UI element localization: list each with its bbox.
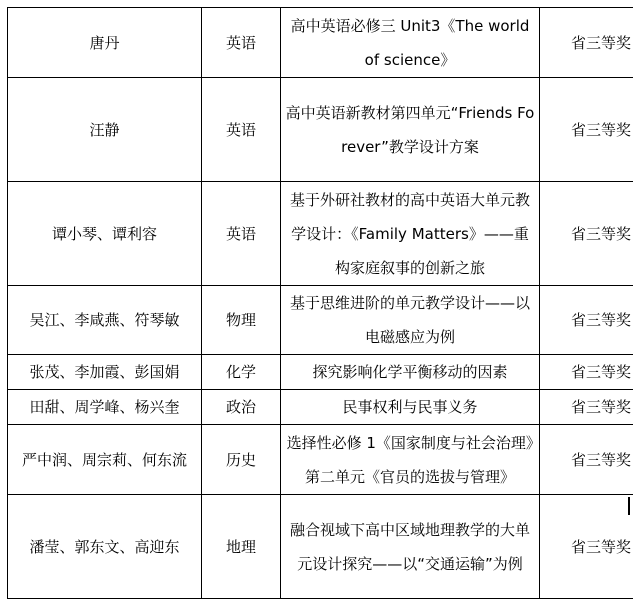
title-cell: 基于外研社教材的高中英语大单元教学设计：《Family Matters》——重构家庭叙事的创新之旅: [281, 182, 540, 286]
authors-cell: 田甜、周学峰、杨兴奎: [8, 390, 202, 425]
authors-cell: 谭小琴、谭利容: [8, 182, 202, 286]
subject-cell: 化学: [202, 355, 281, 390]
title-cell: 选择性必修 1《国家制度与社会治理》第二单元《官员的选拔与管理》: [281, 425, 540, 495]
title-cell: 融合视域下高中区域地理教学的大单元设计探究——以“交通运输”为例: [281, 495, 540, 599]
subject-cell: 历史: [202, 425, 281, 495]
title-cell: 高中英语必修三 Unit3《The world of science》: [281, 8, 540, 78]
authors-cell: 张茂、李加霞、彭国娟: [8, 355, 202, 390]
table-row: [8, 286, 633, 355]
award-cell: 省三等奖: [540, 8, 633, 78]
table-row: [8, 78, 633, 182]
authors-cell: 汪静: [8, 78, 202, 182]
award-cell: 省三等奖: [540, 182, 633, 286]
award-cell: 省三等奖: [540, 286, 633, 355]
authors-cell: 严中润、周宗莉、何东流: [8, 425, 202, 495]
title-cell: 民事权利与民事义务: [281, 390, 540, 425]
awards-table: [7, 7, 633, 599]
subject-cell: 物理: [202, 286, 281, 355]
subject-cell: 地理: [202, 495, 281, 599]
title-cell: 探究影响化学平衡移动的因素: [281, 355, 540, 390]
table-row: [8, 495, 633, 599]
subject-cell: 英语: [202, 182, 281, 286]
table-row: [8, 425, 633, 495]
table-row: [8, 355, 633, 390]
subject-cell: 英语: [202, 8, 281, 78]
subject-cell: 英语: [202, 78, 281, 182]
award-cell: 省三等奖: [540, 390, 633, 425]
award-cell: 省三等奖: [540, 78, 633, 182]
title-cell: 高中英语新教材第四单元“Friends Forever”教学设计方案: [281, 78, 540, 182]
subject-cell: 政治: [202, 390, 281, 425]
table-row: [8, 182, 633, 286]
authors-cell: 唐丹: [8, 8, 202, 78]
table-row: [8, 8, 633, 78]
table-row: [8, 390, 633, 425]
text-cursor: [628, 497, 630, 515]
award-cell: 省三等奖: [540, 355, 633, 390]
award-cell: 省三等奖: [540, 495, 633, 599]
title-cell: 基于思维进阶的单元教学设计——以电磁感应为例: [281, 286, 540, 355]
authors-cell: 吴江、李咸燕、符琴敏: [8, 286, 202, 355]
authors-cell: 潘莹、郭东文、高迎东: [8, 495, 202, 599]
award-cell: 省三等奖: [540, 425, 633, 495]
